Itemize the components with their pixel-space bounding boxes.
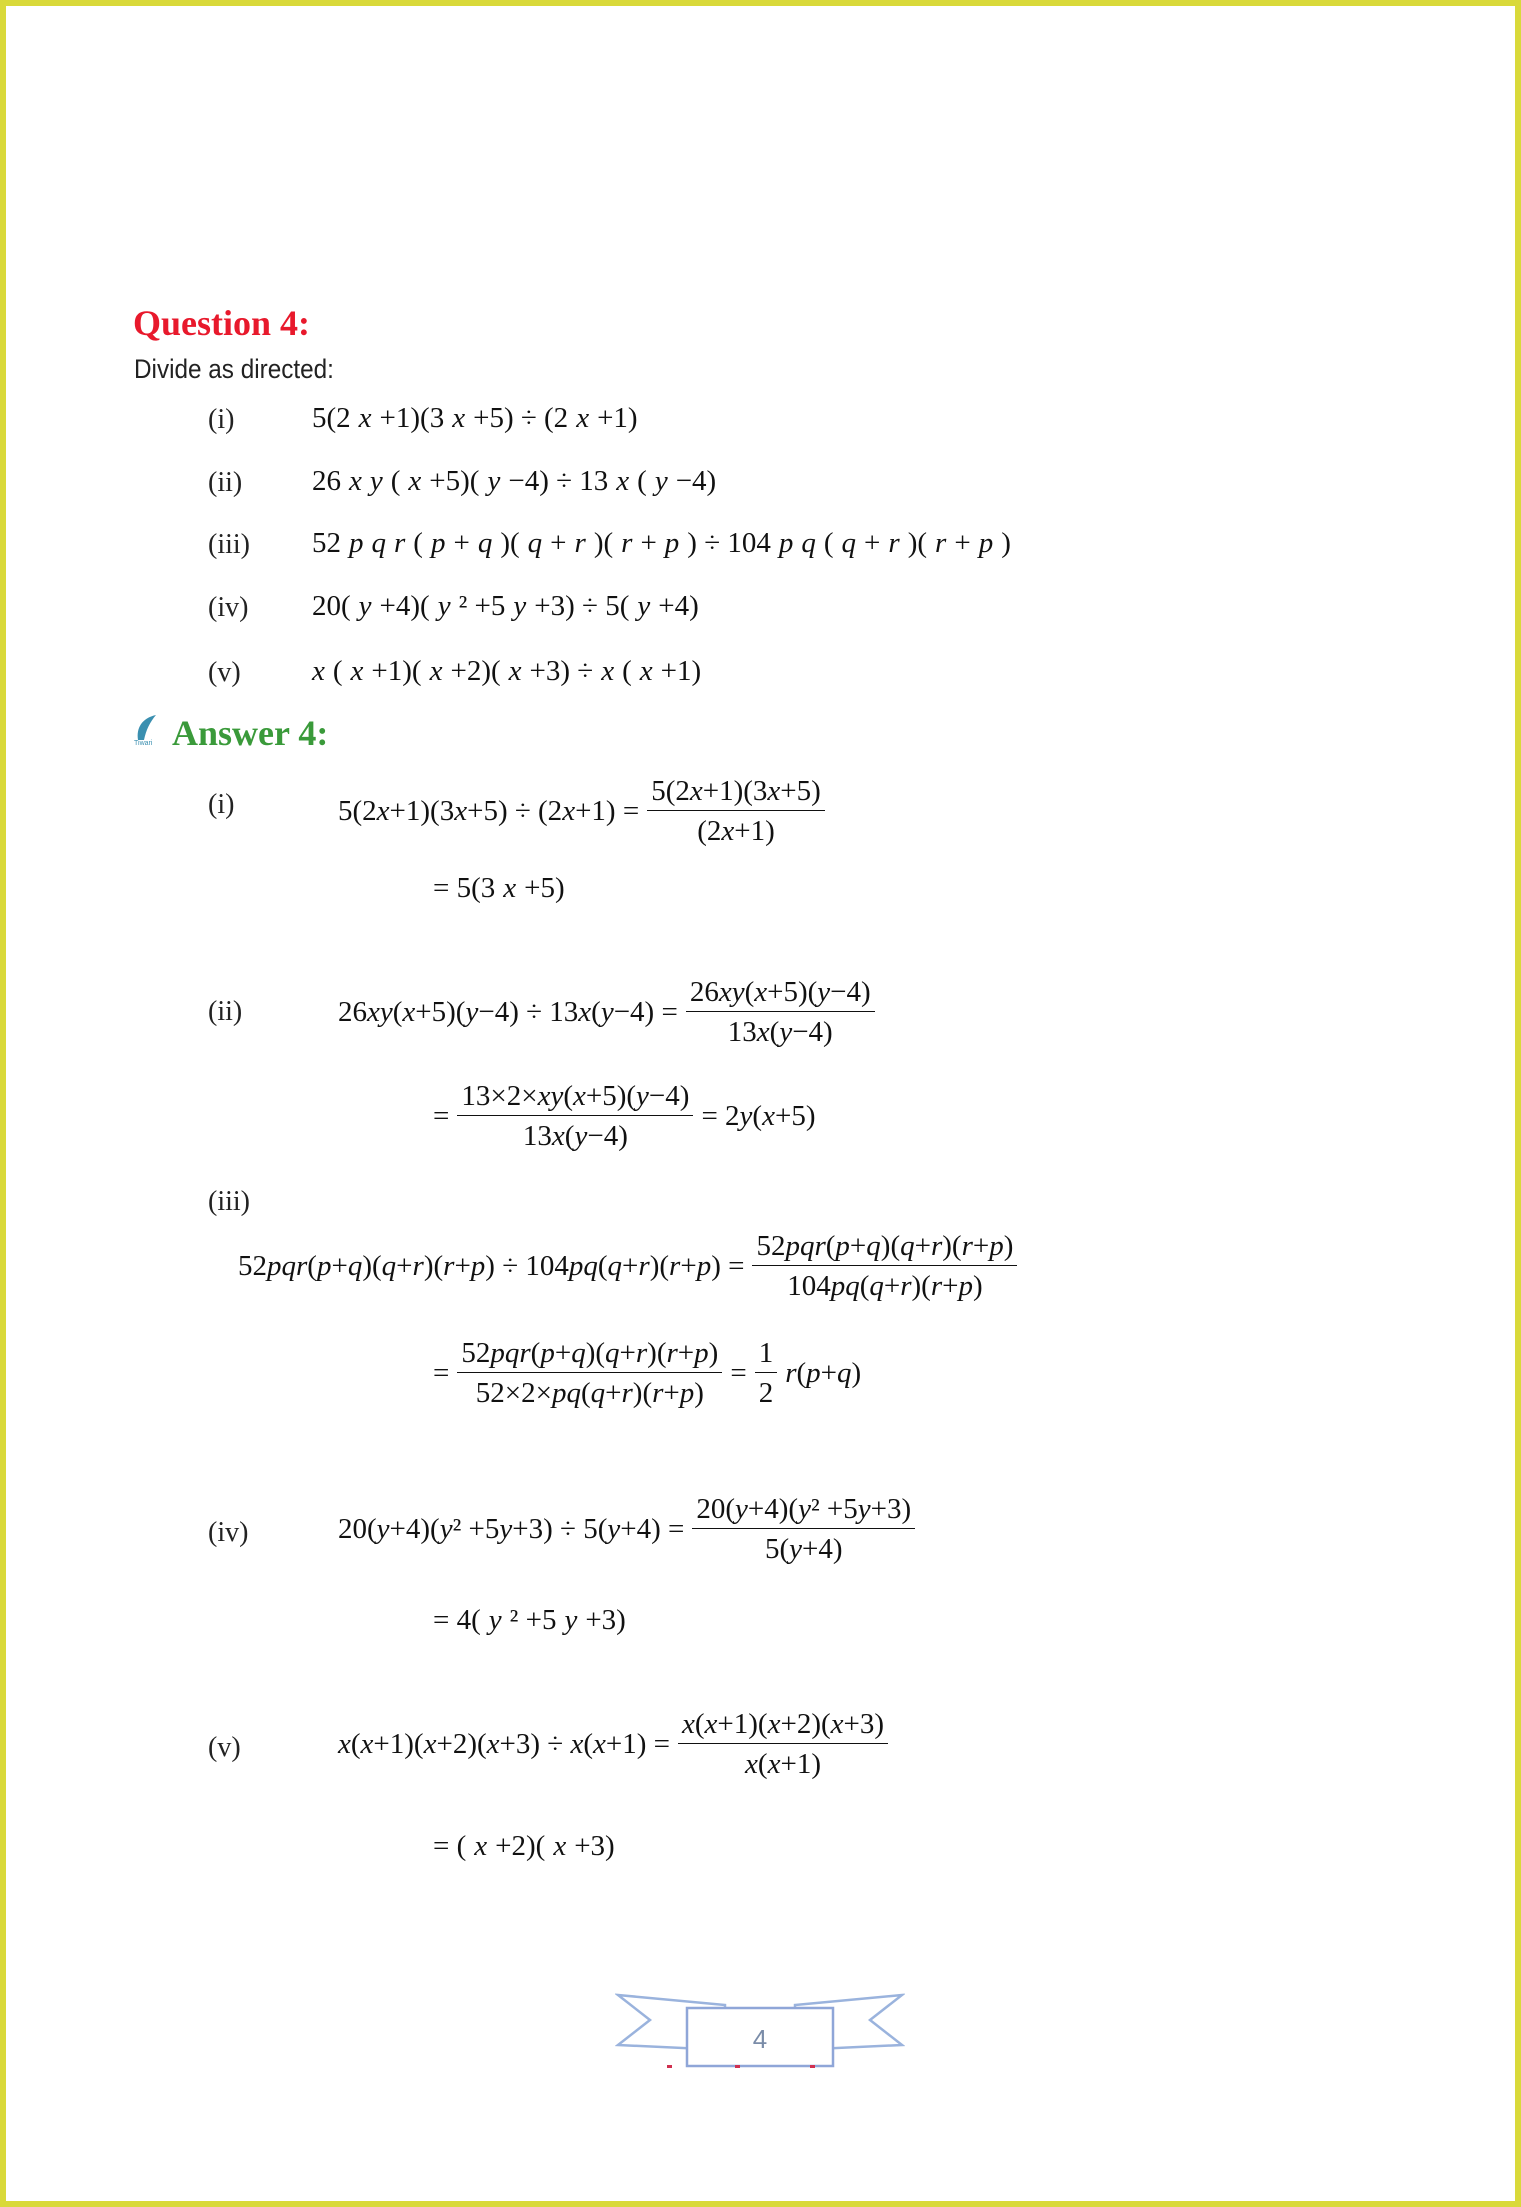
answer-result: r(p+q)	[785, 1357, 862, 1389]
equals: =	[433, 1100, 450, 1132]
fraction	[678, 1708, 888, 1781]
denominator: 104pq(q+r)(r+p)	[787, 1270, 983, 1302]
answer-item-label: (v)	[208, 1732, 241, 1763]
numerator: 20(y+4)(y² +5y+3)	[692, 1493, 915, 1529]
question-item-label: (i)	[208, 404, 235, 435]
question-item-expr: 52 p q r ( p + q )( q + r )( r + p ) ÷ 104 p q ( q + r )( r + p )	[312, 527, 1011, 559]
fraction	[752, 1230, 1017, 1303]
answer-result: = 2y(x+5)	[701, 1100, 816, 1132]
numerator: 52pqr(p+q)(q+r)(r+p)	[752, 1230, 1017, 1266]
question-item-label: (ii)	[208, 467, 243, 498]
denominator: 13x(y−4)	[522, 1120, 628, 1152]
denominator: x(x+1)	[745, 1748, 821, 1780]
denominator: 5(y+4)	[764, 1533, 843, 1565]
denominator: 2	[758, 1377, 774, 1409]
fraction	[647, 775, 825, 848]
question-item-expr: 5(2 x +1)(3 x +5) ÷ (2 x +1)	[312, 402, 638, 434]
answer-lhs: 5(2x+1)(3x+5) ÷ (2x+1) =	[338, 795, 640, 827]
answer-lhs: 52pqr(p+q)(q+r)(r+p) ÷ 104pq(q+r)(r+p) =	[238, 1250, 745, 1282]
numerator: 52pqr(p+q)(q+r)(r+p)	[457, 1337, 722, 1373]
fraction	[457, 1080, 693, 1153]
answer-lhs: 20(y+4)(y² +5y+3) ÷ 5(y+4) =	[338, 1513, 685, 1545]
numerator: 13×2×xy(x+5)(y−4)	[457, 1080, 693, 1116]
page-number: 4	[752, 2024, 768, 2054]
answer-ii-line2	[433, 1080, 815, 1153]
answer-iv-line1	[338, 1493, 915, 1566]
answer-item-label: (iv)	[208, 1517, 249, 1548]
answer-i-line1	[338, 775, 825, 848]
answer-item-label: (i)	[208, 789, 235, 820]
question-item-expr: x ( x +1)( x +2)( x +3) ÷ x ( x +1)	[312, 655, 702, 687]
question-item-label: (iii)	[208, 529, 250, 560]
denominator: (2x+1)	[697, 815, 775, 847]
answer-lhs: 26xy(x+5)(y−4) ÷ 13x(y−4) =	[338, 996, 678, 1028]
question-item-label: (iv)	[208, 592, 249, 623]
answer-ii-line1	[338, 976, 875, 1049]
question-intro: Divide as directed:	[134, 354, 334, 384]
question-title: Question 4:	[133, 303, 311, 343]
denominator: 52×2×pq(q+r)(r+p)	[475, 1377, 704, 1409]
answer-title: Answer 4:	[172, 713, 329, 753]
fraction	[692, 1493, 915, 1566]
fraction	[686, 976, 875, 1049]
numerator: 1	[755, 1337, 778, 1373]
answer-v-line1	[338, 1708, 888, 1781]
question-item-label: (v)	[208, 657, 241, 688]
tiwari-logo-icon	[132, 712, 166, 746]
answer-iii-line1	[238, 1230, 1017, 1303]
equals: =	[433, 1357, 450, 1389]
fraction	[457, 1337, 722, 1410]
question-item-expr: 20( y +4)( y ² +5 y +3) ÷ 5( y +4)	[312, 590, 699, 622]
answer-item-label: (iii)	[208, 1186, 250, 1217]
answer-iii-line2	[433, 1337, 861, 1410]
denominator: 13x(y−4)	[727, 1016, 833, 1048]
answer-step: = ( x +2)( x +3)	[433, 1830, 615, 1862]
numerator: x(x+1)(x+2)(x+3)	[678, 1708, 888, 1744]
numerator: 26xy(x+5)(y−4)	[686, 976, 875, 1012]
equals: =	[730, 1357, 747, 1389]
half-fraction	[755, 1337, 778, 1410]
answer-step: = 4( y ² +5 y +3)	[433, 1604, 626, 1636]
numerator: 5(2x+1)(3x+5)	[647, 775, 825, 811]
svg-text:Tiwari: Tiwari	[134, 740, 153, 746]
answer-lhs: x(x+1)(x+2)(x+3) ÷ x(x+1) =	[338, 1728, 670, 1760]
answer-item-label: (ii)	[208, 996, 243, 1027]
answer-step: = 5(3 x +5)	[433, 872, 565, 904]
question-item-expr: 26 x y ( x +5)( y −4) ÷ 13 x ( y −4)	[312, 465, 717, 497]
